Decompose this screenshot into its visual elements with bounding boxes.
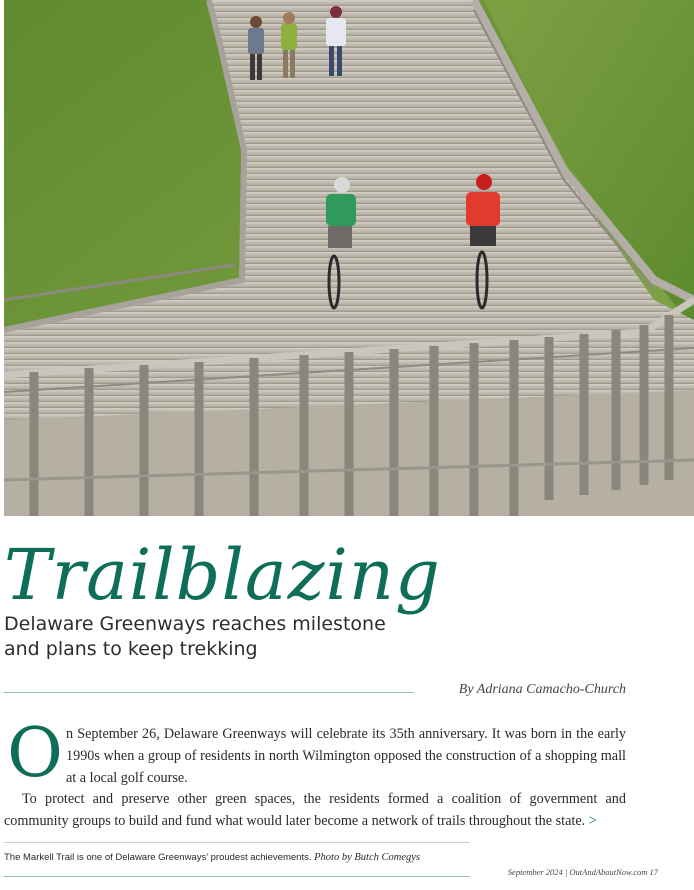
subhead: Delaware Greenways reaches milestone and plans to keep trekking: [4, 613, 386, 660]
caption-text: The Markell Trail is one of Delaware Greenways’ proudest achievements.: [4, 852, 312, 863]
drop-cap: O: [7, 714, 63, 793]
paragraph-2-text: To protect and preserve other green spaces, the residents formed a coalition of government and community groups to build and fund what would later become a network of trails throughout the state.: [4, 791, 626, 829]
continue-marker[interactable]: >: [588, 813, 597, 829]
boardwalk-illustration: [4, 0, 694, 516]
photo-credit: Photo by Butch Comegys: [314, 852, 420, 863]
byline-rule: [4, 692, 414, 693]
page-footer: September 2024 | OutAndAboutNow.com 17: [507, 867, 658, 877]
caption-rule: [4, 842, 470, 843]
paragraph-2: [4, 788, 626, 832]
headline: Trailblazing: [4, 534, 441, 616]
photo-caption: [4, 852, 474, 863]
byline: By Adriana Camacho-Church: [458, 682, 626, 697]
footer-rule: [4, 876, 470, 877]
boardwalk-photo: [4, 0, 694, 516]
paragraph-1: n September 26, Delaware Greenways will celebrate its 35th anniversary. It was born in the early 1990s when a group of residents in north Wilmington opposed the construction of a shopping mall at a local golf course.: [66, 726, 626, 786]
